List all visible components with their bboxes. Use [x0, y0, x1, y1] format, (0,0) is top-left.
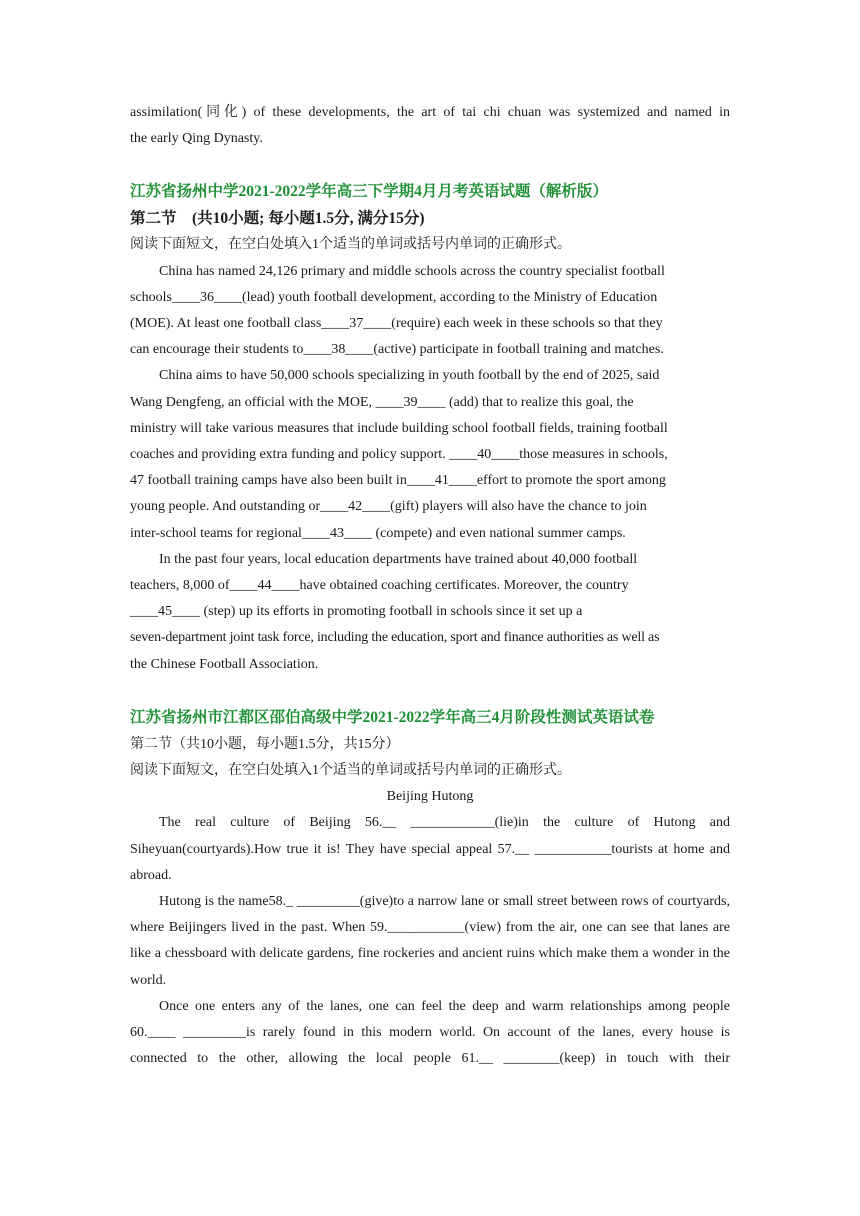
- passage-line: Wang Dengfeng, an official with the MOE, ____39____ (add) that to realize this goal, the: [130, 394, 634, 410]
- section-1-instruction: 阅读下面短文，在空白处填入1个适当的单词或括号内单词的正确形式。: [130, 237, 571, 253]
- passage-line: can encourage their students to____38____(active) participate in football training and matches.: [130, 342, 664, 358]
- passage-line: young people. And outstanding or____42____(gift) players will also have the chance to join: [130, 499, 647, 515]
- section-2-paragraph-3: Once one enters any of the lanes, one can feel the deep and warm relationships among people 60.____ _________is rarely found in this modern world. On account of the lanes, every house is connected to the other, allowing the local people 61.__ ________(keep) in touch with their: [130, 998, 730, 1067]
- section-1-title: 江苏省扬州中学2021-2022学年高三下学期4月月考英语试题（解析版）: [130, 183, 608, 201]
- section-1-heading: 第二节 (共10小题; 每小题1.5分, 满分15分): [130, 210, 425, 228]
- passage-line: 47 football training camps have also been built in____41____effort to promote the sport among: [130, 473, 666, 489]
- passage-line: ____45____ (step) up its efforts in promoting football in schools since it set up a: [130, 604, 583, 620]
- section-1-passage: [130, 259, 730, 678]
- section-2-instruction: 阅读下面短文，在空白处填入1个适当的单词或括号内单词的正确形式。: [130, 763, 571, 779]
- section-2-paragraph-1: The real culture of Beijing 56.__ ____________(lie)in the culture of Hutong and Siheyuan(courtyards).How true it is! They have special appeal 57.__ ___________tourists at home and abroad.: [130, 815, 730, 883]
- passage-line: (MOE). At least one football class____37____(require) each week in these schools so that they: [130, 316, 663, 332]
- passage-line: teachers, 8,000 of____44____have obtained coaching certificates. Moreover, the country: [130, 578, 629, 594]
- intro-line-1: assimilation(同化) of these developments, the art of tai chi chuan was systemized and named in: [130, 105, 730, 120]
- passage-line: coaches and providing extra funding and policy support. ____40____those measures in schools,: [130, 447, 668, 463]
- section-2-heading: 第二节（共10小题，每小题1.5分，共15分）: [130, 736, 400, 752]
- passage-line: China aims to have 50,000 schools specializing in youth football by the end of 2025, said: [159, 368, 660, 384]
- section-2-paragraph-2: Hutong is the name58._ _________(give)to a narrow lane or small street between rows of courtyards, where Beijingers lived in the past. When 59.___________(view) from the air, one can see that lanes are like a chessboard with delicate gardens, fine rockeries and ancient ruins which make them a wonder in the world.: [130, 894, 730, 988]
- document-page: [130, 100, 730, 1073]
- intro-line-2: the early Qing Dynasty.: [130, 131, 263, 147]
- passage-line: schools____36____(lead) youth football development, according to the Ministry of Education: [130, 289, 658, 305]
- passage-line: China has named 24,126 primary and middle schools across the country specialist football: [159, 263, 665, 279]
- passage-line: seven-department joint task force, including the education, sport and finance authorities as well as: [130, 630, 660, 646]
- passage-title: Beijing Hutong: [386, 789, 474, 805]
- passage-line: the Chinese Football Association.: [130, 656, 319, 672]
- passage-line: In the past four years, local education departments have trained about 40,000 football: [159, 551, 638, 567]
- section-2-title: 江苏省扬州市江都区邵伯高级中学2021-2022学年高三4月阶段性测试英语试卷: [130, 708, 655, 726]
- passage-line: ministry will take various measures that include building school football fields, training football: [130, 420, 668, 436]
- passage-line: inter-school teams for regional____43____ (compete) and even national summer camps.: [130, 525, 626, 541]
